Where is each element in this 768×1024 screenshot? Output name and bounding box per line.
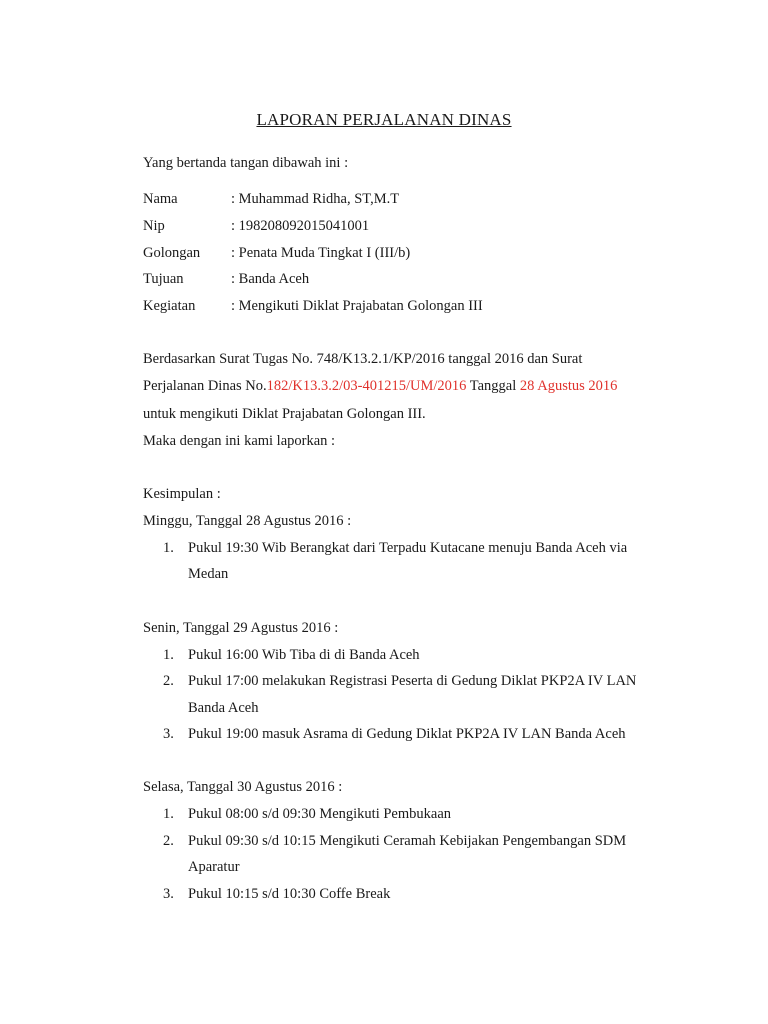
report-lead: Maka dengan ini kami laporkan :	[143, 433, 336, 449]
day-heading: Selasa, Tanggal 30 Agustus 2016 :	[143, 779, 343, 795]
field-value: : 198208092015041001	[231, 218, 370, 234]
item-number: 1.	[163, 647, 174, 663]
item-number: 2.	[163, 673, 174, 689]
item-number: 3.	[163, 726, 174, 742]
basis-line-1: Berdasarkan Surat Tugas No. 748/K13.2.1/KP/2016 tanggal 2016 dan Surat	[143, 351, 583, 367]
basis-text: Tanggal	[469, 378, 517, 394]
field-value: : Muhammad Ridha, ST,M.T	[231, 191, 400, 207]
item-text: Pukul 17:00 melakukan Registrasi Peserta di Gedung Diklat PKP2A IV LAN	[188, 673, 637, 689]
field-value: : Banda Aceh	[231, 271, 310, 287]
conclusion-heading: Kesimpulan :	[143, 486, 221, 502]
item-number: 2.	[163, 833, 174, 849]
item-text: Pukul 10:15 s/d 10:30 Coffe Break	[188, 886, 391, 902]
travel-number: 182/K13.3.2/03-401215/UM/2016	[266, 378, 467, 394]
item-text-continued: Banda Aceh	[188, 700, 259, 716]
item-number: 1.	[163, 806, 174, 822]
item-text: Pukul 19:00 masuk Asrama di Gedung Diklat PKP2A IV LAN Banda Aceh	[188, 726, 626, 742]
intro-line: Yang bertanda tangan dibawah ini :	[143, 155, 349, 171]
travel-date: 28 Agustus 2016	[519, 378, 618, 394]
item-text-continued: Medan	[188, 566, 229, 582]
document-title: LAPORAN PERJALANAN DINAS	[256, 110, 512, 129]
item-text-continued: Aparatur	[188, 859, 240, 875]
field-value: : Mengikuti Diklat Prajabatan Golongan III	[231, 298, 483, 314]
field-label: Kegiatan	[143, 298, 196, 314]
field-value: : Penata Muda Tingkat I (III/b)	[231, 245, 411, 261]
basis-line-2	[143, 376, 617, 396]
field-label: Nip	[143, 218, 165, 234]
item-text: Pukul 19:30 Wib Berangkat dari Terpadu Kutacane menuju Banda Aceh via	[188, 540, 628, 556]
basis-text: Perjalanan Dinas No.	[143, 378, 267, 394]
day-heading: Minggu, Tanggal 28 Agustus 2016 :	[143, 513, 352, 529]
day-heading: Senin, Tanggal 29 Agustus 2016 :	[143, 620, 339, 636]
item-text: Pukul 09:30 s/d 10:15 Mengikuti Ceramah Kebijakan Pengembangan SDM	[188, 833, 627, 849]
basis-line-3: untuk mengikuti Diklat Prajabatan Golongan III.	[143, 406, 426, 422]
item-text: Pukul 08:00 s/d 09:30 Mengikuti Pembukaan	[188, 806, 452, 822]
item-text: Pukul 16:00 Wib Tiba di di Banda Aceh	[188, 647, 420, 663]
field-label: Nama	[143, 191, 178, 207]
field-label: Tujuan	[143, 271, 184, 287]
field-label: Golongan	[143, 245, 201, 261]
item-number: 3.	[163, 886, 174, 902]
item-number: 1.	[163, 540, 174, 556]
